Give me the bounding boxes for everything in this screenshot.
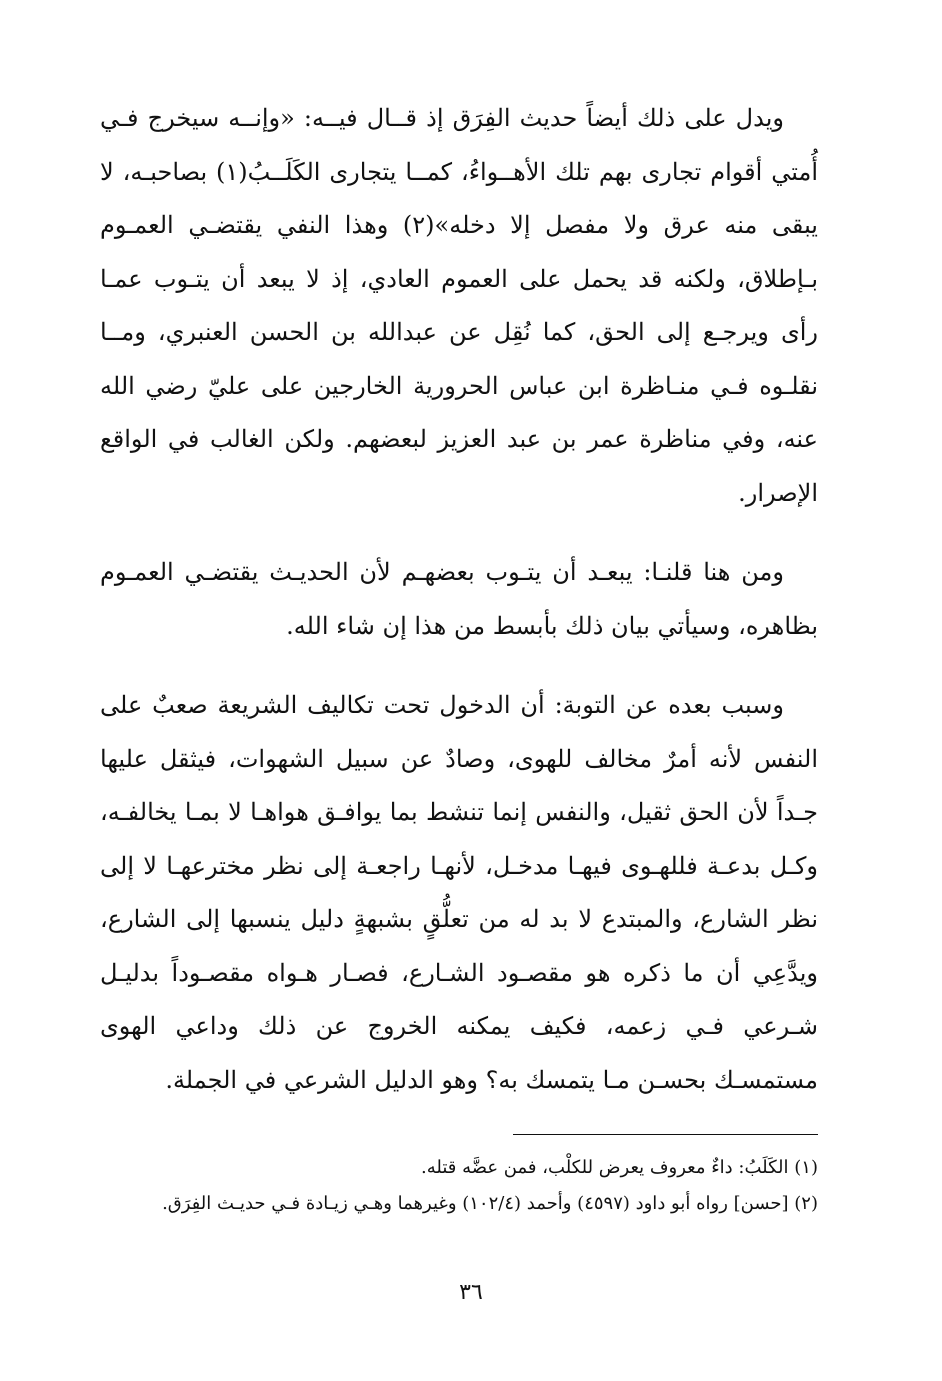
footnote-1: (١) الكَلَبُ: داءٌ معروف يعرض للكلْب، فمن عضَّه قتله. <box>420 1157 818 1178</box>
main-text <box>100 92 818 1107</box>
footnote-2: (٢) [حسن] رواه أبو داود (٤٥٩٧) وأحمد (١٠٢/٤) وغيرهما وهـي زيـادة فـي حديـث الفِرَق. <box>162 1193 818 1214</box>
footnotes <box>100 1150 818 1222</box>
footnote-separator <box>513 1134 818 1135</box>
paragraph-1: ويدل على ذلك أيضاً حديث الفِرَق إذ قــال فيــه: «وإنــه سيخرج فـي أُمتي أقوام تجارى بهم تلك الأهــواءُ، كمــا يتجارى الكَلَــبُ(١) بصاحبـه، لا يبقى منه عرق ولا مفصل إلا دخله»(٢) وهذا النفي يقتضـي العمـوم بـإطلاق، ولكنه قد يحمل على العموم العادي، إذ لا يبعد أن يتـوب عمـا رأى ويرجـع إلى الحق، كما نُقِل عن عبدالله بن الحسن العنبري، ومــا نقلـوه فـي منـاظرة ابن عباس الحرورية الخارجين على عليّ رضي الله عنه، وفي مناظرة عمر بن عبد العزيز لبعضهم. ولكن الغالب في الواقع الإصرار. <box>100 104 818 507</box>
paragraph-2: ومن هنا قلنـا: يبعـد أن يتـوب بعضهـم لأن الحديـث يقتضـي العمـوم بظاهره، وسيأتي بيان ذلك بأبسط من هذا إن شاء الله. <box>100 558 818 640</box>
paragraph-3: وسبب بعده عن التوبة: أن الدخول تحت تكاليف الشريعة صعبٌ على النفس لأنه أمرٌ مخالف للهوى، وصادٌ عن سبيل الشهوات، فيثقل عليها جـداً لأن الحق ثقيل، والنفس إنما تنشط بما يوافـق هواهـا لا بمـا يخالفـه، وكـل بدعـة فللهـوى فيهـا مدخـل، لأنهـا راجعـة إلى نظر مخترعهـا لا إلى نظر الشارع، والمبتدع لا بد له من تعلُّقٍ بشبهةٍ دليل ينسبها إلى الشارع، ويدَّعِي أن ما ذكره هو مقصـود الشـارع، فصـار هـواه مقصـوداً بدليـل شـرعي فـي زعمه، فكيف يمكنه الخروج عن ذلك وداعي الهوى مستمسـك بحسـن مـا يتمسك به؟ وهو الدليل الشرعي في الجملة. <box>100 691 818 1094</box>
page-number: ٣٦ <box>459 1280 483 1305</box>
